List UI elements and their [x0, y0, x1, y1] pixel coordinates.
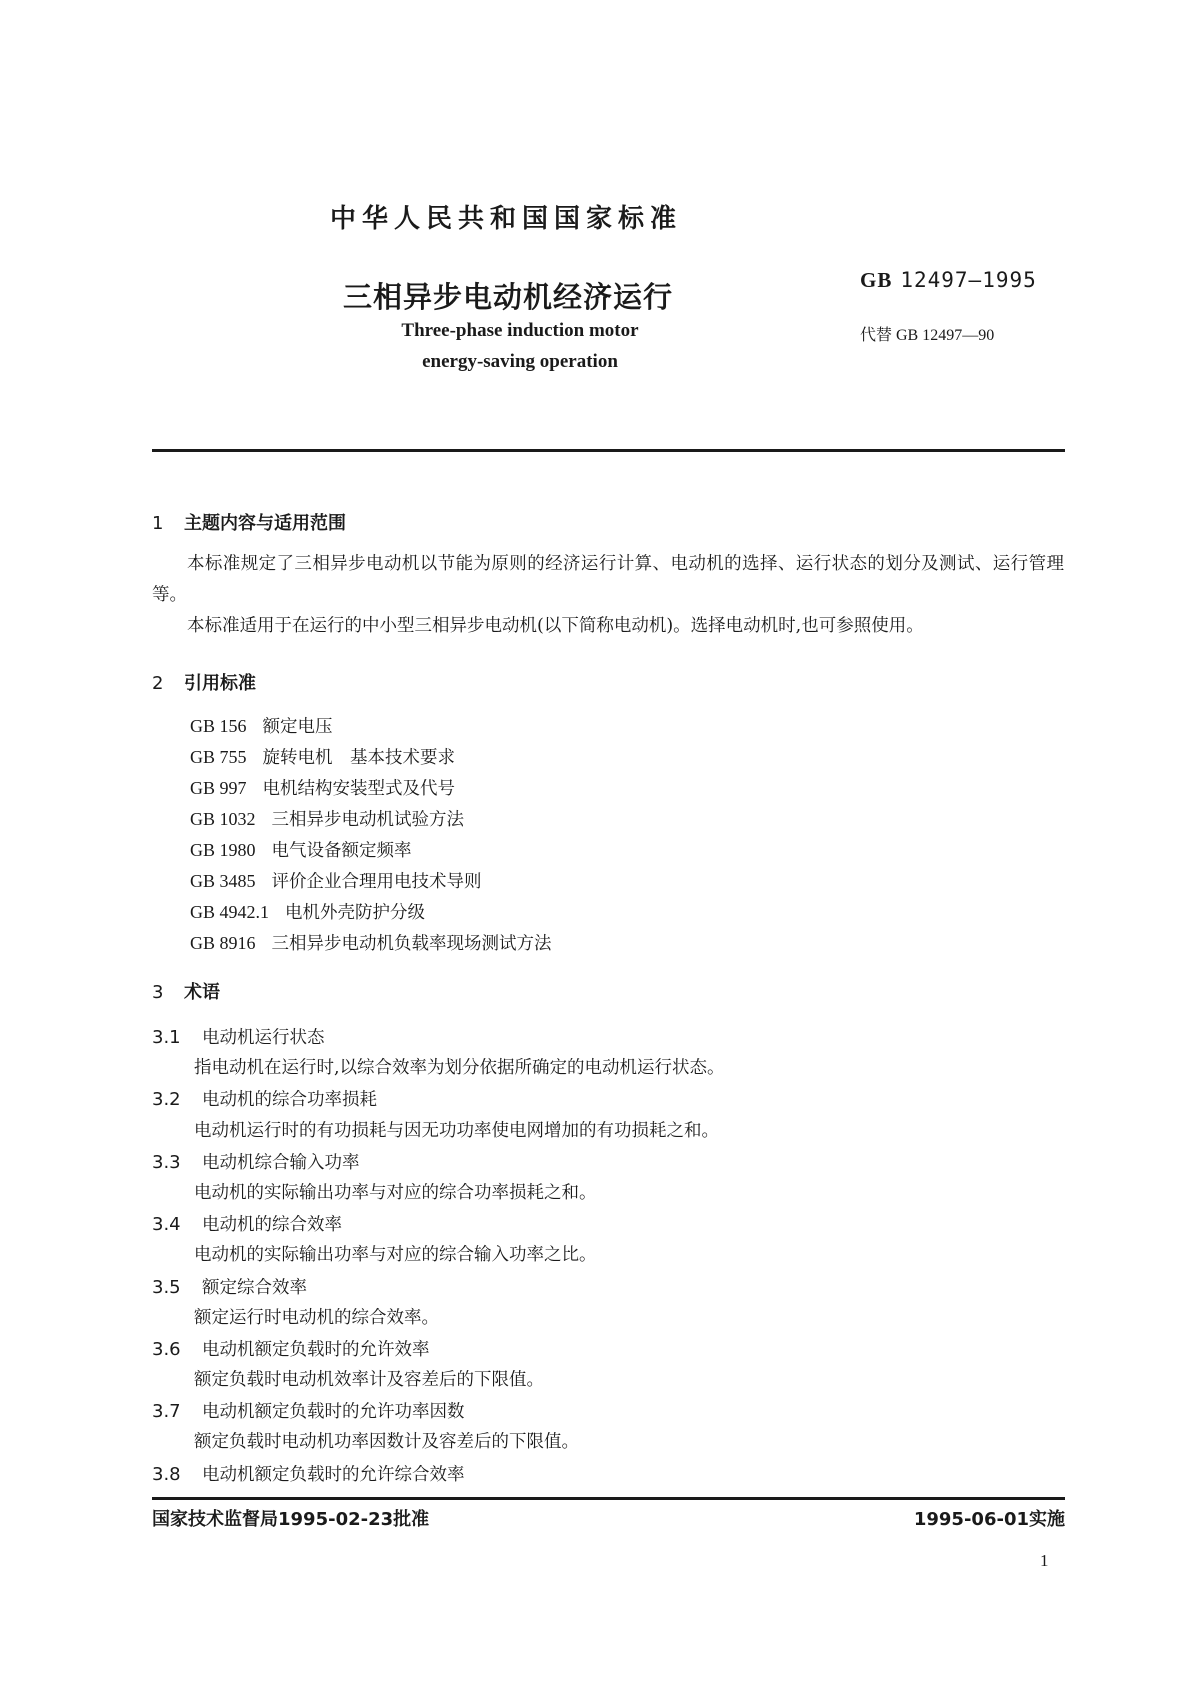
list-item	[190, 773, 552, 804]
term-item	[152, 1209, 1064, 1271]
replaces-standard: 代替 GB 12497—90	[860, 327, 995, 344]
term-number: 3.5	[152, 1276, 181, 1298]
effective-date: 1995-06-01实施	[913, 1509, 1065, 1530]
header-divider	[152, 449, 1065, 452]
ref-code: GB 997	[190, 778, 247, 798]
ref-name: 额定电压	[262, 717, 333, 737]
list-item	[190, 866, 552, 897]
list-item	[190, 897, 552, 928]
page-number: 1	[1040, 1551, 1049, 1570]
term-definition: 指电动机在运行时,以综合效率为划分依据所确定的电动机运行状态。	[194, 1058, 725, 1079]
footer	[152, 1505, 1065, 1531]
section-number: 3	[152, 982, 164, 1003]
list-item	[190, 804, 552, 835]
ref-name: 旋转电机 基本技术要求	[262, 748, 456, 768]
term-definition: 额定负载时电动机功率因数计及容差后的下限值。	[194, 1432, 579, 1453]
standard-number-value: 12497—1995	[900, 268, 1037, 292]
ref-code: GB 755	[190, 747, 247, 767]
section-3-heading	[152, 978, 220, 1004]
term-item	[152, 1334, 1064, 1396]
term-definition: 额定运行时电动机的综合效率。	[194, 1307, 439, 1328]
ref-name: 三相异步电动机负载率现场测试方法	[271, 934, 552, 954]
list-item	[190, 928, 552, 959]
standard-prefix: GB	[860, 268, 893, 292]
term-name: 电动机额定负载时的允许综合效率	[202, 1464, 465, 1485]
ref-code: GB 1032	[190, 809, 256, 829]
section-2-heading	[152, 669, 256, 695]
ref-code: GB 8916	[190, 933, 256, 953]
ref-code: GB 1980	[190, 840, 256, 860]
term-item	[152, 1084, 1064, 1146]
section-title: 术语	[184, 982, 220, 1003]
term-name: 额定综合效率	[202, 1277, 307, 1298]
term-name: 电动机的综合效率	[202, 1215, 342, 1236]
section-1-paragraph-2: 本标准适用于在运行的中小型三相异步电动机(以下简称电动机)。选择电动机时,也可参照使用。	[187, 616, 924, 636]
term-item	[152, 1272, 1064, 1334]
section-number: 2	[152, 673, 164, 694]
document-title-en-line1: Three-phase induction motor	[401, 320, 639, 341]
term-number: 3.3	[152, 1151, 181, 1173]
ref-code: GB 3485	[190, 871, 256, 891]
term-number: 3.8	[152, 1463, 181, 1485]
term-item	[152, 1396, 1064, 1458]
section-1-heading	[152, 509, 346, 535]
term-number: 3.4	[152, 1214, 181, 1236]
section-number: 1	[152, 513, 164, 534]
ref-name: 评价企业合理用电技术导则	[271, 872, 482, 892]
term-name: 电动机运行状态	[202, 1028, 325, 1048]
term-definition: 电动机运行时的有功损耗与因无功功率使电网增加的有功损耗之和。	[194, 1120, 719, 1141]
section-1-paragraph-1: 本标准规定了三相异步电动机以节能为原则的经济运行计算、电动机的选择、运行状态的划分及测试、运行管理等。	[152, 554, 1064, 605]
term-item	[152, 1147, 1064, 1209]
term-name: 电动机综合输入功率	[202, 1152, 360, 1173]
term-definition: 额定负载时电动机效率计及容差后的下限值。	[194, 1370, 544, 1391]
list-item	[190, 835, 552, 866]
document-title-en-line2: energy-saving operation	[422, 351, 618, 372]
referenced-standards-list	[190, 711, 552, 959]
term-definition: 电动机的实际输出功率与对应的综合输入功率之比。	[194, 1245, 597, 1266]
term-number: 3.7	[152, 1401, 181, 1423]
term-definition: 电动机的实际输出功率与对应的综合功率损耗之和。	[194, 1182, 597, 1203]
term-name: 电动机额定负载时的允许功率因数	[202, 1402, 465, 1423]
approval-note: 国家技术监督局1995-02-23批准	[152, 1509, 430, 1530]
ref-code: GB 4942.1	[190, 902, 270, 922]
term-item	[152, 1459, 1064, 1490]
term-name: 电动机的综合功率损耗	[202, 1090, 377, 1111]
document-title-zh: 三相异步电动机经济运行	[343, 280, 674, 314]
ref-name: 电机结构安装型式及代号	[262, 779, 456, 799]
term-number: 3.6	[152, 1338, 181, 1360]
ref-name: 电机外壳防护分级	[285, 903, 426, 923]
term-name: 电动机额定负载时的允许效率	[202, 1339, 430, 1360]
ref-name: 电气设备额定频率	[271, 841, 412, 861]
section-title: 主题内容与适用范围	[184, 513, 346, 534]
national-standard-heading: 中华人民共和国国家标准	[330, 204, 683, 234]
term-number: 3.2	[152, 1089, 181, 1111]
term-number: 3.1	[152, 1027, 181, 1048]
term-item	[152, 1022, 1064, 1084]
footer-divider	[152, 1497, 1065, 1500]
list-item	[190, 742, 552, 773]
ref-name: 三相异步电动机试验方法	[271, 810, 465, 830]
list-item	[190, 711, 552, 742]
ref-code: GB 156	[190, 716, 247, 736]
standard-number	[860, 268, 1037, 293]
section-title: 引用标准	[184, 673, 256, 694]
terms-list	[152, 1022, 1064, 1490]
